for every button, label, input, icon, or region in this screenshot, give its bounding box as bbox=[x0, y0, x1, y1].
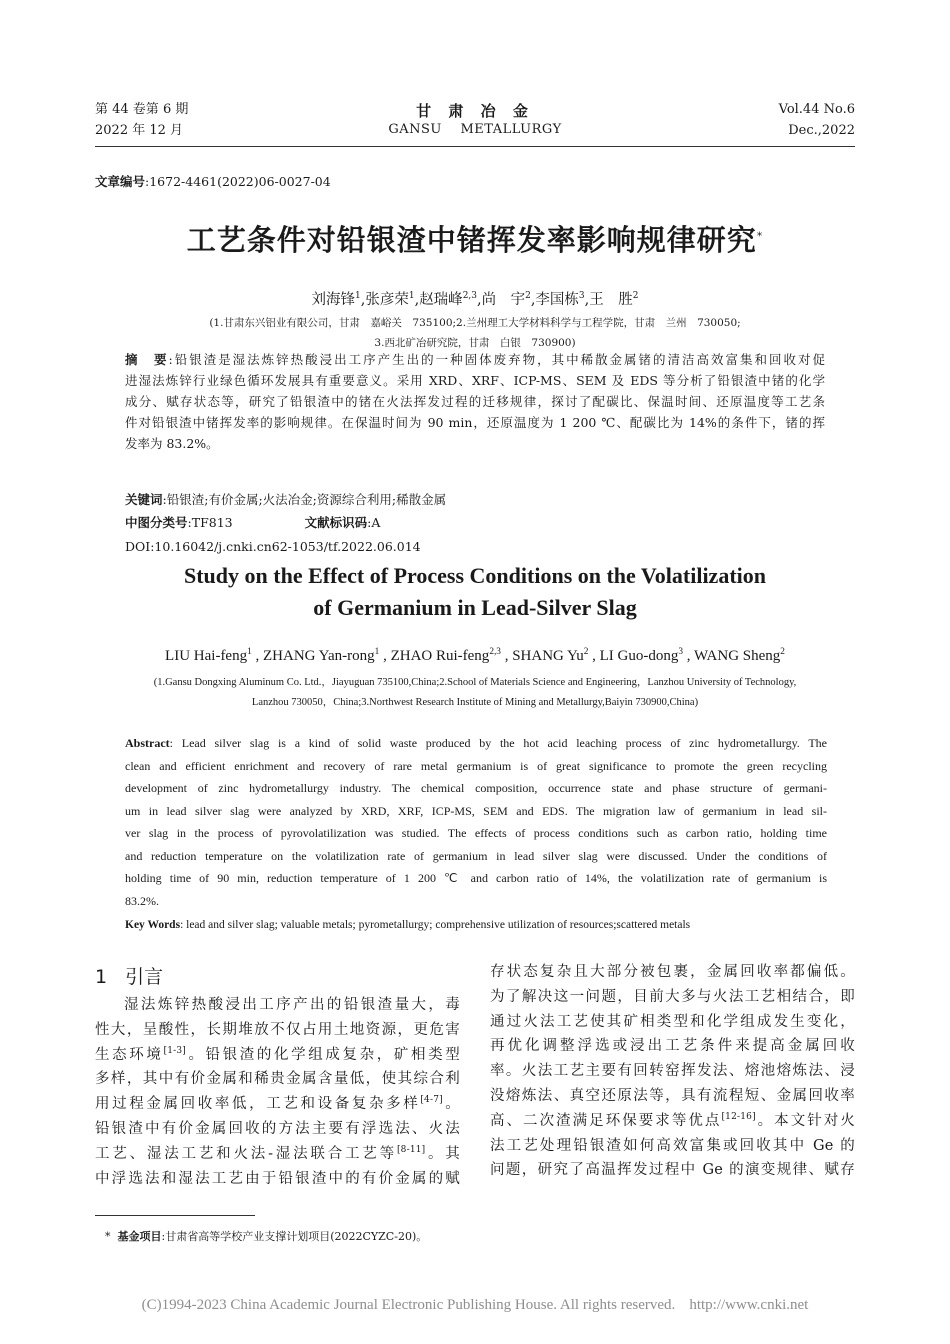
section-heading bbox=[95, 962, 163, 989]
body-line: 为了解决这一问题，目前大多与火法工艺相结合，即 bbox=[490, 988, 855, 1005]
body-line: 用过程金属回收率低，工艺和设备复杂多样[4-7]。 bbox=[95, 1095, 460, 1113]
footnote bbox=[105, 1228, 427, 1244]
body-column-right bbox=[490, 960, 855, 1183]
body-line: 问题，研究了高温挥发过程中 Ge 的演变规律、赋存 bbox=[490, 1162, 855, 1179]
copyright-url[interactable]: http://www.cnki.net bbox=[689, 1297, 809, 1313]
body-line: 多样，其中有价金属和稀贵金属含量低，使其综合利 bbox=[95, 1071, 460, 1088]
title-en-line: Study on the Effect of Process Conditions on the Volatilization bbox=[183, 563, 766, 588]
abstract-en bbox=[125, 732, 827, 912]
article-number bbox=[95, 172, 331, 190]
footnote-mark: * bbox=[105, 1230, 111, 1243]
body-line: 率。火法工艺主要有回转窑挥发法、熔池熔炼法、浸 bbox=[490, 1063, 855, 1080]
date-en: Dec.,2022 bbox=[788, 123, 855, 138]
author-en: LIU Hai-feng$^1$ , bbox=[165, 647, 263, 664]
author-cn: 王 胜$^2$ bbox=[589, 291, 639, 308]
body-line: 铅银渣中有价金属回收的方法主要有浮选法、火法 bbox=[95, 1120, 460, 1137]
title-cn bbox=[0, 218, 950, 259]
keywords-cn-value: :铅银渣;有价金属;火法冶金;资源综合利用;稀散金属 bbox=[162, 492, 447, 507]
copyright-notice bbox=[0, 1297, 950, 1314]
citation[interactable]: [12-16] bbox=[721, 1111, 756, 1122]
keywords-en-label: Key Words bbox=[125, 919, 181, 931]
volume-issue-en: Vol.44 No.6 bbox=[778, 102, 855, 117]
doc-code-label: 文献标识码 bbox=[304, 515, 368, 530]
body-line: 存状态复杂且大部分被包裹，金属回收率都偏低。 bbox=[490, 964, 855, 980]
author-cn: 赵瑞峰$^{2,3}$, bbox=[419, 291, 482, 308]
footnote-value: :甘肃省高等学校产业支撑计划项目(2022CYZC-20)。 bbox=[161, 1230, 428, 1243]
body-line: 通过火法工艺使其矿相类型和化学组成发生变化， bbox=[490, 1013, 855, 1030]
abstract-en-line: Abstract: Lead silver slag is a kind of solid waste produced by the hot acid leaching process of zinc hydrometallurgy. The bbox=[125, 736, 827, 750]
body-line: 法工艺处理铅银渣如何高效富集或回收其中 Ge 的 bbox=[490, 1137, 855, 1154]
abstract-cn-line: 摘 要:铅银渣是湿法炼锌热酸浸出工序产生出的一种固体废弃物，其中稀散金属锗的清洁高效富集和回收对促 bbox=[125, 352, 825, 367]
keywords-cn bbox=[125, 489, 825, 510]
affiliation-cn-line: (1.甘肃东兴铝业有限公司，甘肃 嘉峪关 735100;2.兰州理工大学材料科学与工程学院，甘肃 兰州 730050; bbox=[209, 317, 741, 329]
volume-issue-cn: 第 44 卷第 6 期 bbox=[95, 102, 189, 117]
section-number: 1 bbox=[95, 966, 108, 988]
author-cn: 尚 宇$^2$, bbox=[481, 291, 536, 308]
doc-code-value: :A bbox=[367, 515, 381, 530]
body-line: 工艺、湿法工艺和火法-湿法联合工艺等[8-11]。其 bbox=[95, 1144, 461, 1162]
authors-en bbox=[0, 648, 950, 665]
author-en: ZHAO Rui-feng$^{2,3}$ , bbox=[390, 647, 513, 664]
clc-label: 中图分类号 bbox=[125, 515, 188, 530]
abstract-cn-line: 件对铅银渣中锗挥发率的影响规律。在保温时间为 90 min，还原温度为 1 200 ℃、配碳比为 14%的条件下，锗的挥 bbox=[125, 415, 825, 430]
body-line: 中浮选法和湿法工艺由于铅银渣中的有价金属的赋 bbox=[95, 1170, 460, 1187]
article-number-value: :1672-4461(2022)06-0027-04 bbox=[145, 174, 331, 189]
author-en: WANG Sheng$^2$ bbox=[694, 647, 785, 664]
citation[interactable]: [1-3] bbox=[163, 1045, 187, 1056]
author-en: ZHANG Yan-rong$^1$ , bbox=[263, 647, 391, 664]
abstract-en-line: 83.2%. bbox=[125, 893, 159, 908]
body-line: 没熔炼法、真空还原法等，具有流程短、金属回收率 bbox=[490, 1087, 855, 1104]
affiliation-en-line: Lanzhou 730050，China;3.Northwest Research Institute of Mining and Metallurgy,Baiyin 730900,China) bbox=[251, 697, 699, 708]
title-en-line: of Germanium in Lead-Silver Slag bbox=[313, 595, 637, 620]
author-cn: 刘海锋$^1$, bbox=[311, 291, 366, 308]
abstract-cn-line: 进湿法炼锌行业绿色循环发展具有重要意义。采用 XRD、XRF、ICP-MS、SEM 及 EDS 等分析了铅银渣中锗的化学 bbox=[125, 373, 825, 388]
abstract-en-line: and reduction temperature on the volatilization rate of germanium in lead silver slag were discussed. Under the conditions of bbox=[125, 848, 827, 863]
abstract-cn-label: 摘 要 bbox=[125, 352, 169, 367]
abstract-en-line: holding time of 90 min, reduction temperature of 1 200 ℃ and carbon ratio of 14%, the volatilization rate of germanium is bbox=[125, 871, 827, 885]
abstract-en-line: um in lead silver slag were analyzed by XRD, XRF, ICP-MS, SEM and EDS. The migration law of germanium in lead sil- bbox=[125, 803, 827, 818]
body-line: 再优化调整浮选或浸出工艺条件来提高金属回收 bbox=[490, 1038, 855, 1055]
section-title: 引言 bbox=[125, 966, 164, 988]
body-line: 生态环境[1-3]。铅银渣的化学组成复杂，矿相类型 bbox=[95, 1045, 460, 1063]
author-en: SHANG Yu$^2$ , bbox=[512, 647, 600, 664]
journal-name-en: GANSU METALLURGY bbox=[388, 122, 562, 137]
footnote-label: 基金项目 bbox=[117, 1230, 162, 1243]
copyright-text: (C)1994-2023 China Academic Journal Electronic Publishing House. All rights reserved. bbox=[141, 1297, 676, 1313]
journal-name-cn: 甘 肃 冶 金 bbox=[416, 102, 534, 120]
abstract-en-line: development of zinc hydrometallurgy industry. The chemical composition, occurrence state and phase structure of germani- bbox=[125, 781, 827, 795]
author-en: LI Guo-dong$^3$ , bbox=[599, 647, 695, 664]
abstract-en-line: ver slag in the process of pyrovolatilization was studied. The effects of process conditions such as carbon ratio, holding time bbox=[125, 826, 827, 840]
body-line: 湿法炼锌热酸浸出工序产出的铅银渣量大，毒 bbox=[124, 997, 460, 1013]
clc-value: :TF813 bbox=[187, 515, 233, 530]
authors-cn bbox=[0, 288, 950, 309]
keywords-cn-label: 关键词 bbox=[125, 492, 163, 507]
keywords-en bbox=[125, 914, 827, 937]
footnote-rule bbox=[95, 1215, 255, 1216]
classification-line bbox=[125, 512, 825, 533]
abstract-cn-line: 发率为 83.2%。 bbox=[125, 436, 219, 451]
body-line: 高、二次渣满足环保要求等优点[12-16]。本文针对火 bbox=[490, 1111, 855, 1129]
abstract-cn bbox=[125, 349, 825, 454]
citation[interactable]: [4-7] bbox=[420, 1095, 443, 1106]
keywords-en-value: : lead and silver slag; valuable metals; pyrometallurgy; comprehensive utilization of resources;scattered metals bbox=[180, 919, 691, 931]
author-cn: 张彦荣$^1$, bbox=[365, 291, 420, 308]
author-cn: 李国栋$^3$, bbox=[535, 291, 590, 308]
title-cn-text: 工艺条件对铅银渣中锗挥发率影响规律研究 bbox=[186, 223, 757, 257]
body-column-left bbox=[95, 993, 460, 1191]
body-line: 性大，呈酸性，长期堆放不仅占用土地资源，更危害 bbox=[95, 1021, 460, 1038]
doi: DOI:10.16042/j.cnki.cn62-1053/tf.2022.06.014 bbox=[125, 539, 421, 554]
article-number-label: 文章编号 bbox=[95, 174, 146, 189]
title-fund-mark: * bbox=[756, 229, 764, 243]
abstract-en-label: Abstract bbox=[125, 736, 170, 750]
abstract-cn-line: 成分、赋存状态等，研究了铅银渣中的锗在火法挥发过程的迁移规律，探讨了配碳比、保温时间、还原温度等工艺条 bbox=[125, 394, 825, 409]
abstract-en-line: clean and efficient enrichment and recovery of rare metal germanium is of great significance to promote the green recycling bbox=[125, 758, 827, 773]
citation[interactable]: [8-11] bbox=[396, 1144, 426, 1155]
affiliation-en-line: (1.Gansu Dongxing Aluminum Co. Ltd.，Jiayuguan 735100,China;2.School of Materials Science and Engineering，Lanzhou University of Technology, bbox=[153, 677, 797, 688]
affiliation-cn-line: 3.西北矿冶研究院，甘肃 白银 730900) bbox=[374, 337, 576, 349]
header-rule bbox=[95, 146, 855, 147]
date-cn: 2022 年 12 月 bbox=[95, 123, 184, 138]
